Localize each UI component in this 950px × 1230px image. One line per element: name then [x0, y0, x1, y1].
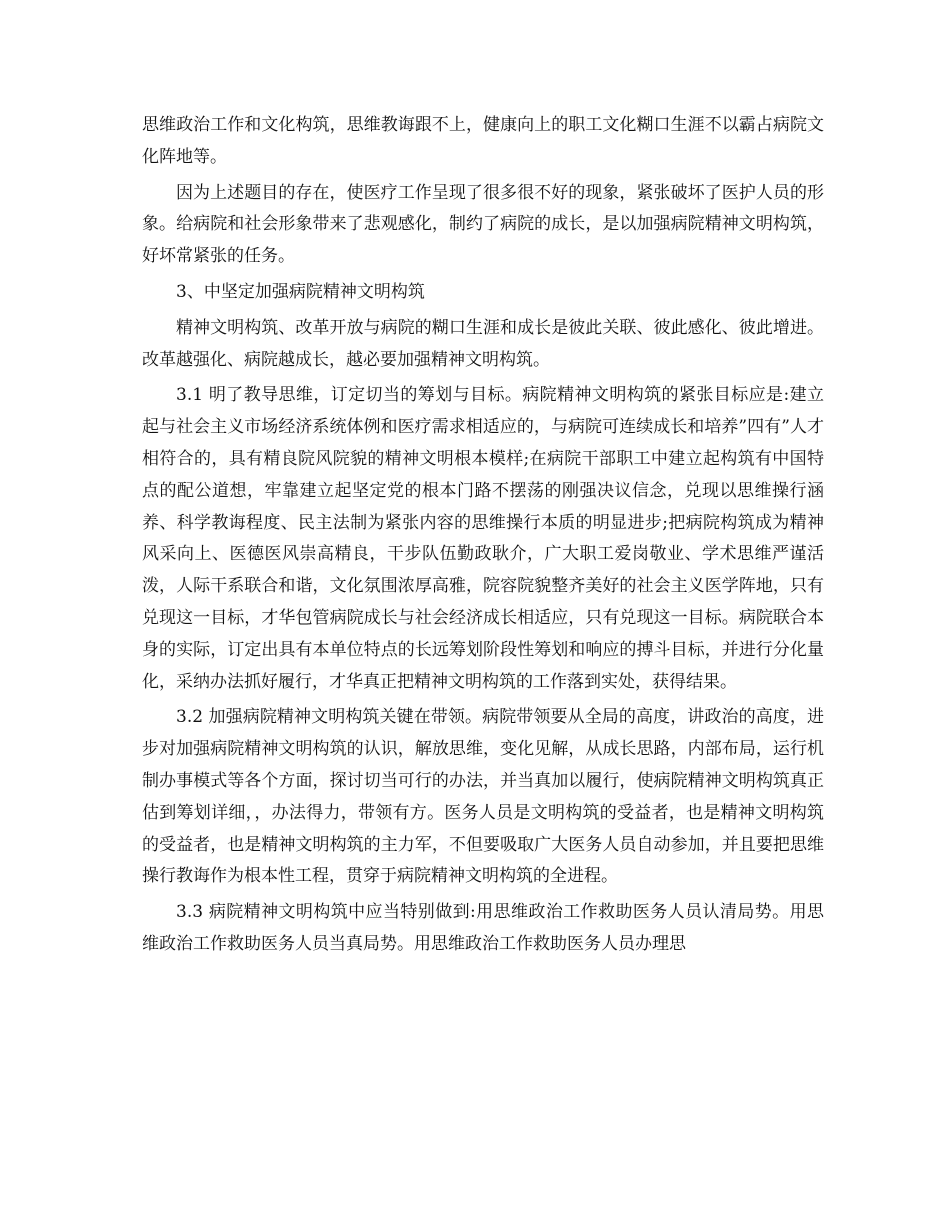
paragraph: 因为上述题目的存在，使医疗工作呈现了很多很不好的现象，紧张破坏了医护人员的形象。给病院和社会形象带来了悲观感化，制约了病院的成长，是以加强病院精神文明构筑，好坏常紧张的任务。 [142, 182, 824, 267]
paragraph: 3.2 加强病院精神文明构筑关键在带领。病院带领要从全局的高度，讲政治的高度，进步对加强病院精神文明构筑的认识，解放思维，变化见解，从成长思路，内部布局，运行机制办事模式等各个方面，探讨切当可行的办法，并当真加以履行，使病院精神文明构筑真正估到筹划详细，，办法得力，带领有方。医务人员是文明构筑的受益者，也是精神文明构筑的受益者，也是精神文明构筑的主力军，不但要吸取广大医务人员自动参加，并且要把思维操行教诲作为根本性工程，贯穿于病院精神文明构筑的全进程。 [142, 707, 824, 887]
document-body [142, 110, 824, 965]
paragraph: 3.1 明了教导思维，订定切当的筹划与目标。病院精神文明构筑的紧张目标应是:建立起与社会主义市场经济系统体例和医疗需求相适应的，与病院可连续成长和培养”四有”人才相符合的，具有精良院风院貌的精神文明根本模样;在病院干部职工中建立起构筑有中国特点的配公道想，牢靠建立起坚定党的根本门路不摆荡的刚强决议信念，兑现以思维操行涵养、科学教诲程度、民主法制为紧张内容的思维操行本质的明显进步;把病院构筑成为精神风采向上、医德医风崇高精良，干步队伍勤政耿介，广大职工爱岗敬业、学术思维严谨活泼，人际干系联合和谐，文化氛围浓厚高雅，院容院貌整齐美好的社会主义医学阵地，只有兑现这一目标，才华包管病院成长与社会经济成长相适应，只有兑现这一目标。病院联合本身的实际，订定出具有本单位特点的长远筹划阶段性筹划和响应的搏斗目标，并进行分化量化，采纳办法抓好履行，才华真正把精神文明构筑的工作落到实处，获得结果。 [142, 385, 824, 692]
paragraph-continuation: 思维政治工作和文化构筑，思维教诲跟不上，健康向上的职工文化糊口生涯不以霸占病院文化阵地等。 [142, 115, 824, 167]
paragraph: 3.3 病院精神文明构筑中应当特别做到:用思维政治工作救助医务人员认清局势。用思维政治工作救助医务人员当真局势。用思维政治工作救助医务人员办理思 [142, 902, 824, 954]
paragraph: 精神文明构筑、改革开放与病院的糊口生涯和成长是彼此关联、彼此感化、彼此增进。改革越强化、病院越成长，越必要加强精神文明构筑。 [142, 317, 824, 370]
section-heading: 3、中坚定加强病院精神文明构筑 [176, 281, 425, 302]
